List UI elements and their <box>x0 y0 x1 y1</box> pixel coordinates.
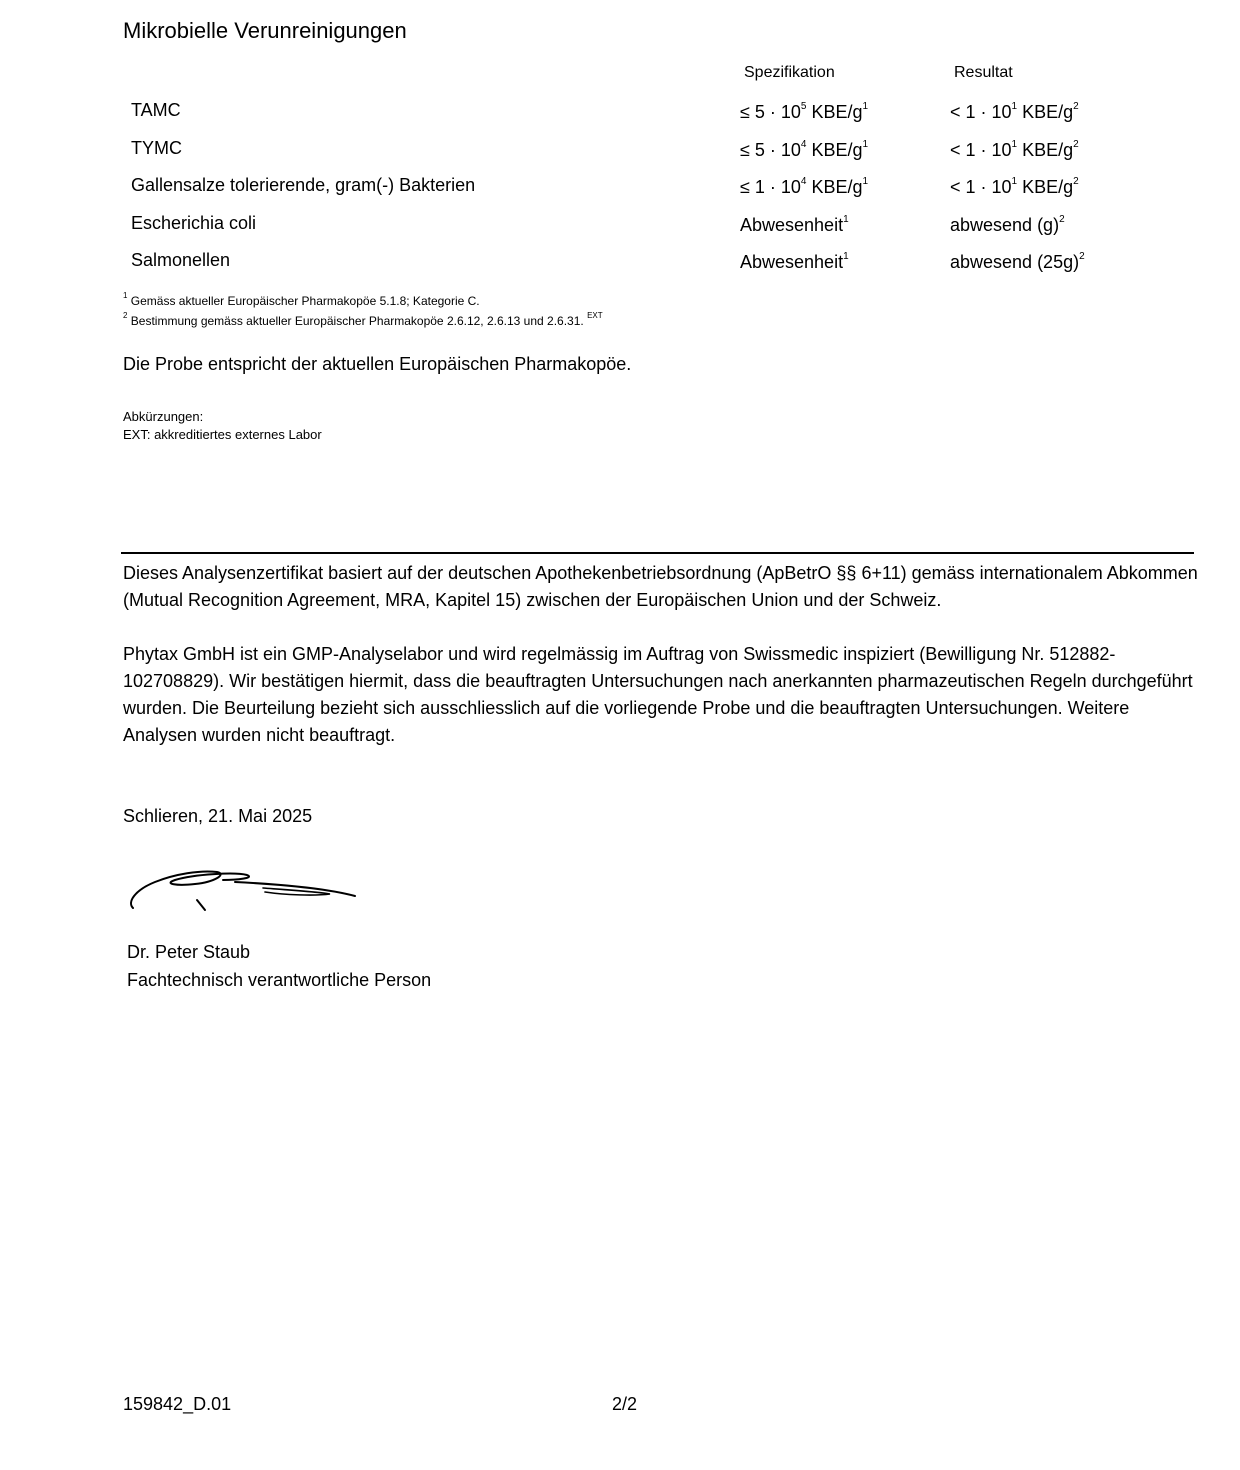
table-row <box>0 175 1240 205</box>
abbreviations-heading: Abkürzungen: <box>123 409 204 424</box>
test-name: Gallensalze tolerierende, gram(-) Bakterien <box>131 175 476 195</box>
table-row <box>0 213 1240 243</box>
test-name: TYMC <box>131 138 182 158</box>
specification-value: ≤ $5 \cdot 10^5$ KBE/$g^1$ <box>740 101 869 122</box>
result-value: abwesend $(g)^2$ <box>950 214 1065 235</box>
page-number: 2/2 <box>612 1394 638 1414</box>
test-name: TAMC <box>131 100 181 120</box>
specification-value: Abwesenheit$^1$ <box>740 251 849 272</box>
footnote-1: $^1$ Gemäss aktueller Europäischer Pharmakopöe 5.1.8; Kategorie C. <box>123 291 480 308</box>
column-header-resultat: Resultat <box>954 64 1013 81</box>
footnote-2: $^2$ Bestimmung gemäss aktueller Europäischer Pharmakopöe 2.6.12, 2.6.13 und 2.6.31. $^{EXT}$ <box>123 311 603 328</box>
document-id: 159842_D.01 <box>123 1394 232 1414</box>
specification-value: ≤ $1 \cdot 10^4$ KBE/$g^1$ <box>740 176 869 197</box>
lab-statement-paragraph: Phytax GmbH ist ein GMP-Analyselabor und wird regelmässig im Auftrag von Swissmedic inspiziert (Bewilligung Nr. 512882-102708829). Wir bestätigen hiermit, dass die beauftragten Untersuchungen nach anerkannten pharmazeutischen Regeln durchgeführt wurden. Die Beurteilung bezieht sich ausschliesslich auf die vorliegende Probe und die beauftragten Untersuchungen. Weitere Analysen wurden nicht beauftragt. <box>123 644 1193 745</box>
legal-basis-paragraph: Dieses Analysenzertifikat basiert auf der deutschen Apothekenbetriebsordnung (ApBetrO §§ 6+11) gemäss internationalem Abkommen (Mutual Recognition Agreement, MRA, Kapitel 15) zwischen der Europäischen Union und der Schweiz. <box>123 563 1198 610</box>
specification-value: Abwesenheit$^1$ <box>740 214 849 235</box>
test-name: Escherichia coli <box>131 213 257 233</box>
section-title: Mikrobielle Verunreinigungen <box>123 18 407 43</box>
result-value: < $1 \cdot 10^1$ KBE/$g^2$ <box>950 139 1079 160</box>
signer-role: Fachtechnisch verantwortliche Person <box>127 970 432 990</box>
abbreviation-ext: EXT: akkreditiertes externes Labor <box>123 427 322 442</box>
column-header-spezifikation: Spezifikation <box>744 64 835 81</box>
divider <box>121 552 1194 554</box>
specification-value: ≤ $5 \cdot 10^4$ KBE/$g^1$ <box>740 139 869 160</box>
table-row <box>0 138 1240 168</box>
table-row <box>0 250 1240 280</box>
signer-name: Dr. Peter Staub <box>127 942 251 962</box>
result-value: abwesend $(25g)^2$ <box>950 251 1085 272</box>
handwritten-signature <box>125 862 365 918</box>
place-date: Schlieren, 21. Mai 2025 <box>123 806 313 826</box>
result-value: < $1 \cdot 10^1$ KBE/$g^2$ <box>950 176 1079 197</box>
result-value: < $1 \cdot 10^1$ KBE/$g^2$ <box>950 101 1079 122</box>
conformity-statement: Die Probe entspricht der aktuellen Europäischen Pharmakopöe. <box>123 354 632 374</box>
table-row <box>0 100 1240 130</box>
test-name: Salmonellen <box>131 250 231 270</box>
